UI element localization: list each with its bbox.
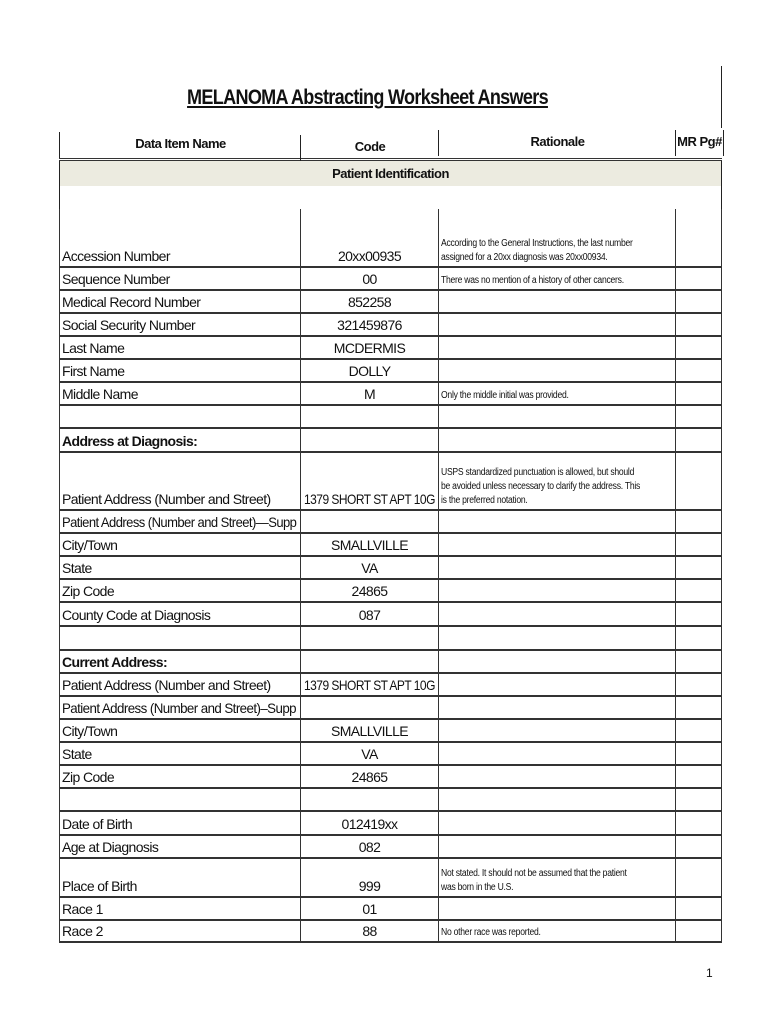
page-title: MELANOMA Abstracting Worksheet Answers [187,86,548,109]
rationale-cell [438,406,675,427]
table-row [59,429,722,453]
data-item-name-text: Current Address: [62,654,168,670]
header-data-item-name: Data Item Name [59,132,301,158]
mr-pg-cell [675,314,722,335]
mr-pg-cell [675,697,722,718]
data-item-name [59,360,300,381]
mr-pg-cell [675,651,722,672]
section-patient-identification: Patient Identification [59,161,722,186]
code-cell-text: MCDERMIS [333,340,406,356]
table-row [59,812,722,836]
table-row [59,836,722,859]
code-cell-text: 012419xx [341,816,398,832]
data-item-name [59,406,300,427]
table-row [59,209,722,268]
data-item-name [59,314,300,335]
code-cell [300,314,438,335]
code-cell-text: SMALLVILLE [330,723,408,739]
table-row [59,603,722,627]
rationale-cell [438,603,675,625]
page-edge-line [721,66,722,128]
rationale-cell [438,453,675,509]
table-row [59,766,722,789]
table-row [59,406,722,429]
table-row [59,627,722,651]
code-cell-text: SMALLVILLE [330,537,408,553]
data-item-name-text: Social Security Number [62,317,196,333]
data-item-name-text: Accession Number [62,248,170,264]
mr-pg-cell [675,268,722,289]
code-cell [300,209,438,266]
rationale-cell [438,314,675,335]
spacer [59,186,722,209]
data-item-name [59,766,300,787]
mr-pg-cell [675,898,722,919]
mr-pg-cell [675,429,722,451]
code-cell-text: 087 [358,607,381,623]
table-body [59,209,722,943]
rationale-cell-text: Only the middle initial was provided. [441,390,569,401]
data-item-name [59,291,300,312]
data-item-name-text: Race 1 [62,901,103,917]
code-cell-text: 24865 [351,769,388,785]
code-cell-text: 321459876 [337,317,402,333]
code-cell-text: 1379 SHORT ST APT 10G [304,677,435,693]
code-cell [300,651,438,672]
table-row [59,453,722,511]
data-item-name-text: City/Town [62,723,118,739]
worksheet-table [59,132,722,943]
data-item-name-text: Address at Diagnosis: [62,433,198,449]
code-cell-text: VA [361,746,378,762]
data-item-name [59,453,300,509]
rationale-cell [438,674,675,695]
data-item-name [59,720,300,741]
code-cell [300,360,438,381]
code-cell [300,511,438,532]
mr-pg-cell [675,674,722,695]
rationale-cell [438,557,675,578]
data-item-name-text: Zip Code [62,769,115,785]
rationale-cell [438,360,675,381]
rationale-cell [438,209,675,266]
table-row [59,789,722,812]
data-item-name [59,836,300,857]
data-item-name [59,627,300,649]
table-row [59,314,722,337]
code-cell-text: 999 [358,878,381,894]
data-item-name-text: Patient Address (Number and Street)–Supp [62,700,296,716]
code-cell [300,674,438,695]
code-cell-text: 00 [362,271,377,287]
mr-pg-cell [675,859,722,896]
rationale-cell [438,859,675,896]
code-cell [300,720,438,741]
data-item-name-text: Patient Address (Number and Street) [62,677,271,693]
data-item-name [59,557,300,578]
code-cell-text: M [363,386,376,402]
rationale-cell [438,534,675,555]
code-cell-text: 20xx00935 [337,248,402,264]
table-header [59,132,722,161]
table-row [59,360,722,383]
rationale-cell-text: USPS standardized punctuation is allowed, but should be avoided unless necessary to clarify the address. This is the preferred notation. [441,467,641,506]
rationale-cell [438,291,675,312]
data-item-name [59,580,300,601]
data-item-name [59,743,300,764]
data-item-name-text: Sequence Number [62,271,170,287]
rationale-cell [438,697,675,718]
mr-pg-cell [675,453,722,509]
data-item-name-text: State [62,746,92,762]
rationale-cell [438,337,675,358]
code-cell [300,580,438,601]
rationale-cell [438,383,675,404]
mr-pg-cell [675,720,722,741]
code-cell-text: 1379 SHORT ST APT 10G [304,491,435,507]
rationale-cell-text: Not stated. It should not be assumed that the patient was born in the U.S. [441,868,627,893]
data-item-name-text: Place of Birth [62,878,137,894]
table-row [59,337,722,360]
mr-pg-cell [675,603,722,625]
data-item-name-text: Middle Name [62,386,138,402]
rationale-cell [438,836,675,857]
rationale-cell [438,511,675,532]
mr-pg-cell [675,921,722,941]
data-item-name [59,268,300,289]
header-mr-pg: MR Pg# [675,130,724,156]
header-code: Code [300,135,439,161]
data-item-name [59,534,300,555]
rationale-cell-text: According to the General Instructions, the last number assigned for a 20xx diagnosis was 20xx00934. [441,238,633,263]
code-cell-text: DOLLY [348,363,391,379]
mr-pg-cell [675,291,722,312]
rationale-cell [438,921,675,941]
code-cell [300,812,438,834]
header-rationale: Rationale [438,130,676,156]
data-item-name-text: First Name [62,363,125,379]
table-row [59,674,722,697]
mr-pg-cell [675,511,722,532]
data-item-name [59,337,300,358]
code-cell [300,534,438,555]
table-row [59,511,722,534]
code-cell [300,453,438,509]
code-cell [300,603,438,625]
code-cell [300,789,438,810]
code-cell [300,859,438,896]
rationale-cell [438,898,675,919]
data-item-name [59,812,300,834]
data-item-name [59,859,300,896]
code-cell [300,836,438,857]
rationale-cell [438,580,675,601]
data-item-name [59,789,300,810]
code-cell-text: 852258 [347,294,392,310]
page-number: 1 [706,966,713,980]
code-cell-text: 24865 [351,583,388,599]
mr-pg-cell [675,812,722,834]
mr-pg-cell [675,789,722,810]
code-cell [300,268,438,289]
code-cell-text: 082 [358,839,381,855]
mr-pg-cell [675,534,722,555]
rationale-cell-text: No other race was reported. [441,927,541,938]
mr-pg-cell [675,337,722,358]
rationale-cell [438,268,675,289]
code-cell [300,429,438,451]
data-item-name-text: Patient Address (Number and Street)—Supp [62,514,297,530]
data-item-name-text: Medical Record Number [62,294,201,310]
mr-pg-cell [675,743,722,764]
table-row [59,697,722,720]
mr-pg-cell [675,557,722,578]
data-item-name-text: Zip Code [62,583,115,599]
rationale-cell [438,627,675,649]
data-item-name-text: Patient Address (Number and Street) [62,491,271,507]
mr-pg-cell [675,209,722,266]
code-cell [300,383,438,404]
code-cell-text: VA [361,560,378,576]
data-item-name [59,511,300,532]
table-row [59,557,722,580]
data-item-name [59,921,300,941]
rationale-cell [438,720,675,741]
data-item-name-text: City/Town [62,537,118,553]
data-item-name [59,898,300,919]
table-row [59,743,722,766]
code-cell [300,697,438,718]
table-row [59,651,722,674]
code-cell [300,743,438,764]
table-row [59,859,722,898]
data-item-name [59,651,300,672]
code-cell [300,557,438,578]
table-row [59,291,722,314]
table-row [59,720,722,743]
mr-pg-cell [675,406,722,427]
code-cell [300,291,438,312]
table-row [59,921,722,943]
code-cell [300,921,438,941]
rationale-cell [438,812,675,834]
mr-pg-cell [675,836,722,857]
data-item-name [59,429,300,451]
rationale-cell [438,789,675,810]
mr-pg-cell [675,580,722,601]
data-item-name [59,674,300,695]
code-cell [300,337,438,358]
data-item-name-text: State [62,560,92,576]
code-cell [300,406,438,427]
code-cell [300,627,438,649]
data-item-name-text: Age at Diagnosis [62,839,159,855]
data-item-name-text: Last Name [62,340,125,356]
table-row [59,268,722,291]
data-item-name [59,209,300,266]
rationale-cell [438,429,675,451]
mr-pg-cell [675,627,722,649]
code-cell-text: 01 [362,901,377,917]
code-cell-text: 88 [362,923,377,939]
code-cell [300,766,438,787]
table-row [59,383,722,406]
data-item-name-text: Race 2 [62,923,103,939]
table-row [59,580,722,603]
rationale-cell [438,766,675,787]
rationale-cell [438,651,675,672]
data-item-name [59,603,300,625]
data-item-name-text: County Code at Diagnosis [62,607,211,623]
mr-pg-cell [675,360,722,381]
data-item-name-text: Date of Birth [62,816,133,832]
rationale-cell [438,743,675,764]
code-cell [300,898,438,919]
table-row [59,534,722,557]
data-item-name [59,383,300,404]
table-row [59,898,722,921]
data-item-name [59,697,300,718]
mr-pg-cell [675,766,722,787]
mr-pg-cell [675,383,722,404]
rationale-cell-text: There was no mention of a history of other cancers. [441,275,624,286]
